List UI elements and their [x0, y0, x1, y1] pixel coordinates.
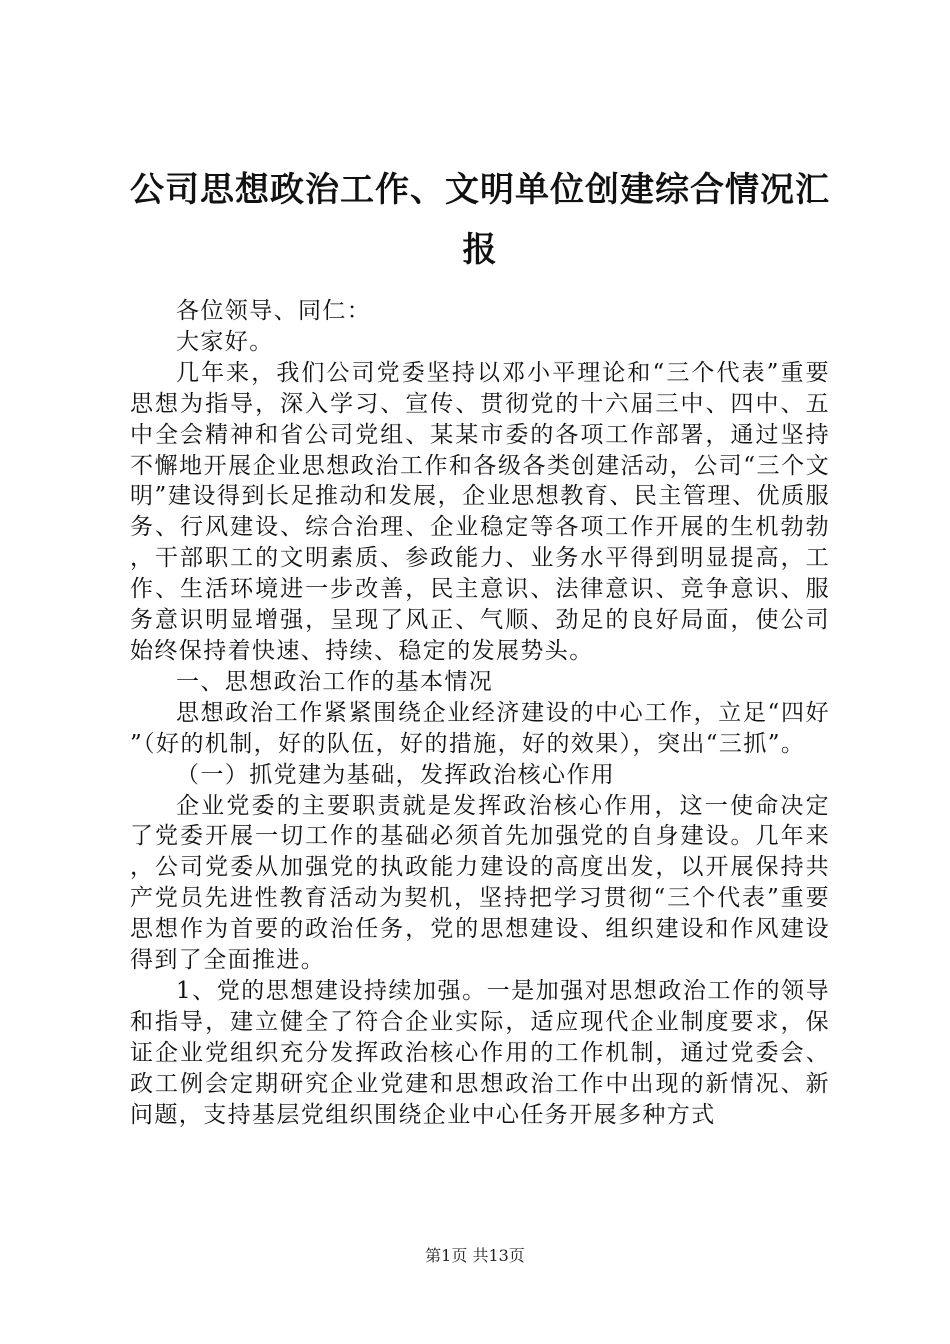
document-body: [130, 296, 830, 1130]
paragraph-salutation: 各位领导、同仁：: [176, 298, 372, 324]
paragraph-greeting: 大家好。: [176, 328, 274, 355]
section-heading-1: 一、思想政治工作的基本情况: [176, 668, 494, 695]
subsection-heading-1: （一）抓党建为基础，发挥政治核心作用: [176, 761, 616, 788]
paragraph-party-building: 企业党委的主要职责就是发挥政治核心作用，这一使命决定了党委开展一切工作的基础必须首先加强党的自身建设。几年来，公司党委从加强党的执政能力建设的高度出发，以开展保持共产党员先进性教育活动为契机，坚持把学习贯彻“三个代表”重要思想作为首要的政治任务，党的思想建设、组织建设和作风建设得到了全面推进。: [130, 792, 830, 974]
page-footer: 第1页 共13页: [425, 1246, 525, 1265]
paragraph-intro: 几年来，我们公司党委坚持以邓小平理论和“三个代表”重要思想为指导，深入学习、宣传、贯彻党的十六届三中、四中、五中全会精神和省公司党组、某某市委的各项工作部署，通过坚持不懈地开展企业思想政治工作和各级各类创建活动，公司“三个文明”建设得到长足推动和发展，企业思想教育、民主管理、优质服务、行风建设、综合治理、企业稳定等各项工作开展的生机勃勃，干部职工的文明素质、参政能力、业务水平得到明显提高，工作、生活环境进一步改善，民主意识、法律意识、竞争意识、服务意识明显增强，呈现了风正、气顺、劲足的良好局面，使公司始终保持着快速、持续、稳定的发展势头。: [130, 359, 830, 664]
paragraph-section-1-summary: 思想政治工作紧紧围绕企业经济建设的中心工作，立足“四好”（好的机制，好的队伍，好的措施，好的效果），突出“三抓”。: [130, 699, 830, 757]
document-title: 公司思想政治工作、文明单位创建综合情况汇报: [130, 170, 830, 270]
paragraph-ideological-building: 1、党的思想建设持续加强。一是加强对思想政治工作的领导和指导，建立健全了符合企业实际，适应现代企业制度要求，保证企业党组织充分发挥政治核心作用的工作机制，通过党委会、政工例会定期研究企业党建和思想政治工作中出现的新情况、新问题，支持基层党组织围绕企业中心任务开展多种方式: [130, 977, 830, 1128]
